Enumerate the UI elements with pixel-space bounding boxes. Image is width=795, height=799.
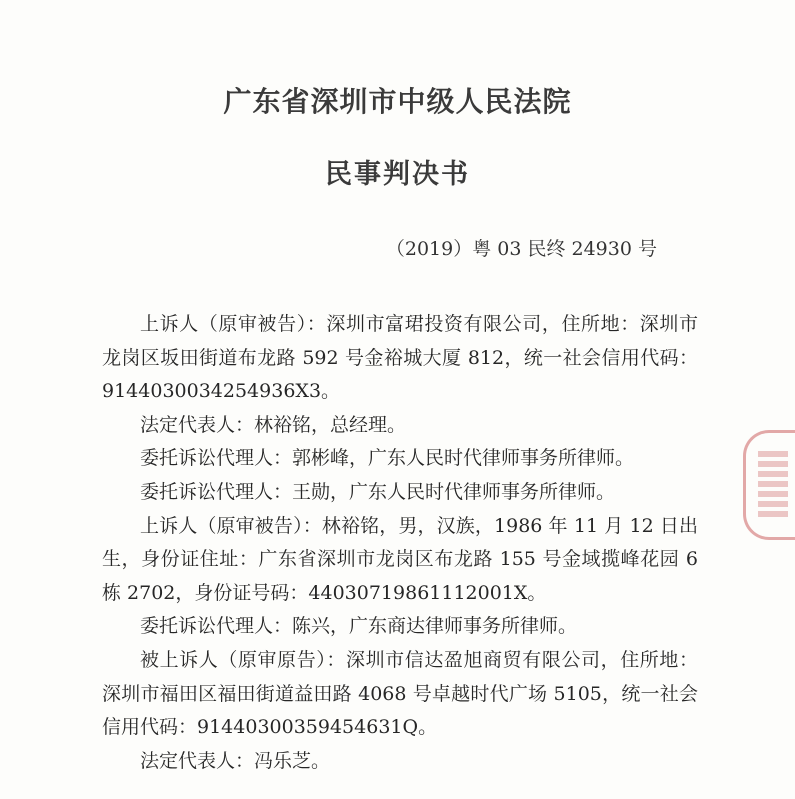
party-paragraph: 委托诉讼代理人：陈兴，广东商达律师事务所律师。 <box>140 615 578 638</box>
seal-stamp-marks <box>758 451 788 521</box>
case-number: （2019）粤 03 民终 24930 号 <box>385 238 657 260</box>
document-body <box>102 308 698 778</box>
party-paragraph: 委托诉讼代理人：郭彬峰，广东人民时代律师事务所律师。 <box>140 447 635 470</box>
party-paragraph: 上诉人（原审被告）：林裕铭，男，汉族，1986 年 11 月 12 日出生，身份证住址：广东省深圳市龙岗区布龙路 155 号金域揽峰花园 6 栋 2702，身份证号码：44030719861112001X。 <box>102 514 698 604</box>
document-title: 民事判决书 <box>325 159 470 190</box>
party-paragraph: 法定代表人：冯乐芝。 <box>140 749 331 772</box>
party-paragraph: 被上诉人（原审原告）：深圳市信达盈旭商贸有限公司，住所地：深圳市福田区福田街道益田路 4068 号卓越时代广场 5105，统一社会信用代码：91440300359454631Q。 <box>102 648 698 739</box>
party-paragraph: 委托诉讼代理人：王勋，广东人民时代律师事务所律师。 <box>140 480 616 503</box>
court-seal-fragment <box>743 430 795 540</box>
party-paragraph: 上诉人（原审被告）：深圳市富珺投资有限公司，住所地：深圳市龙岗区坂田街道布龙路 592 号金裕城大厦 812，统一社会信用代码：9144030034254936X3。 <box>102 313 698 403</box>
party-paragraph: 法定代表人：林裕铭，总经理。 <box>140 413 407 436</box>
court-name: 广东省深圳市中级人民法院 <box>223 85 572 118</box>
